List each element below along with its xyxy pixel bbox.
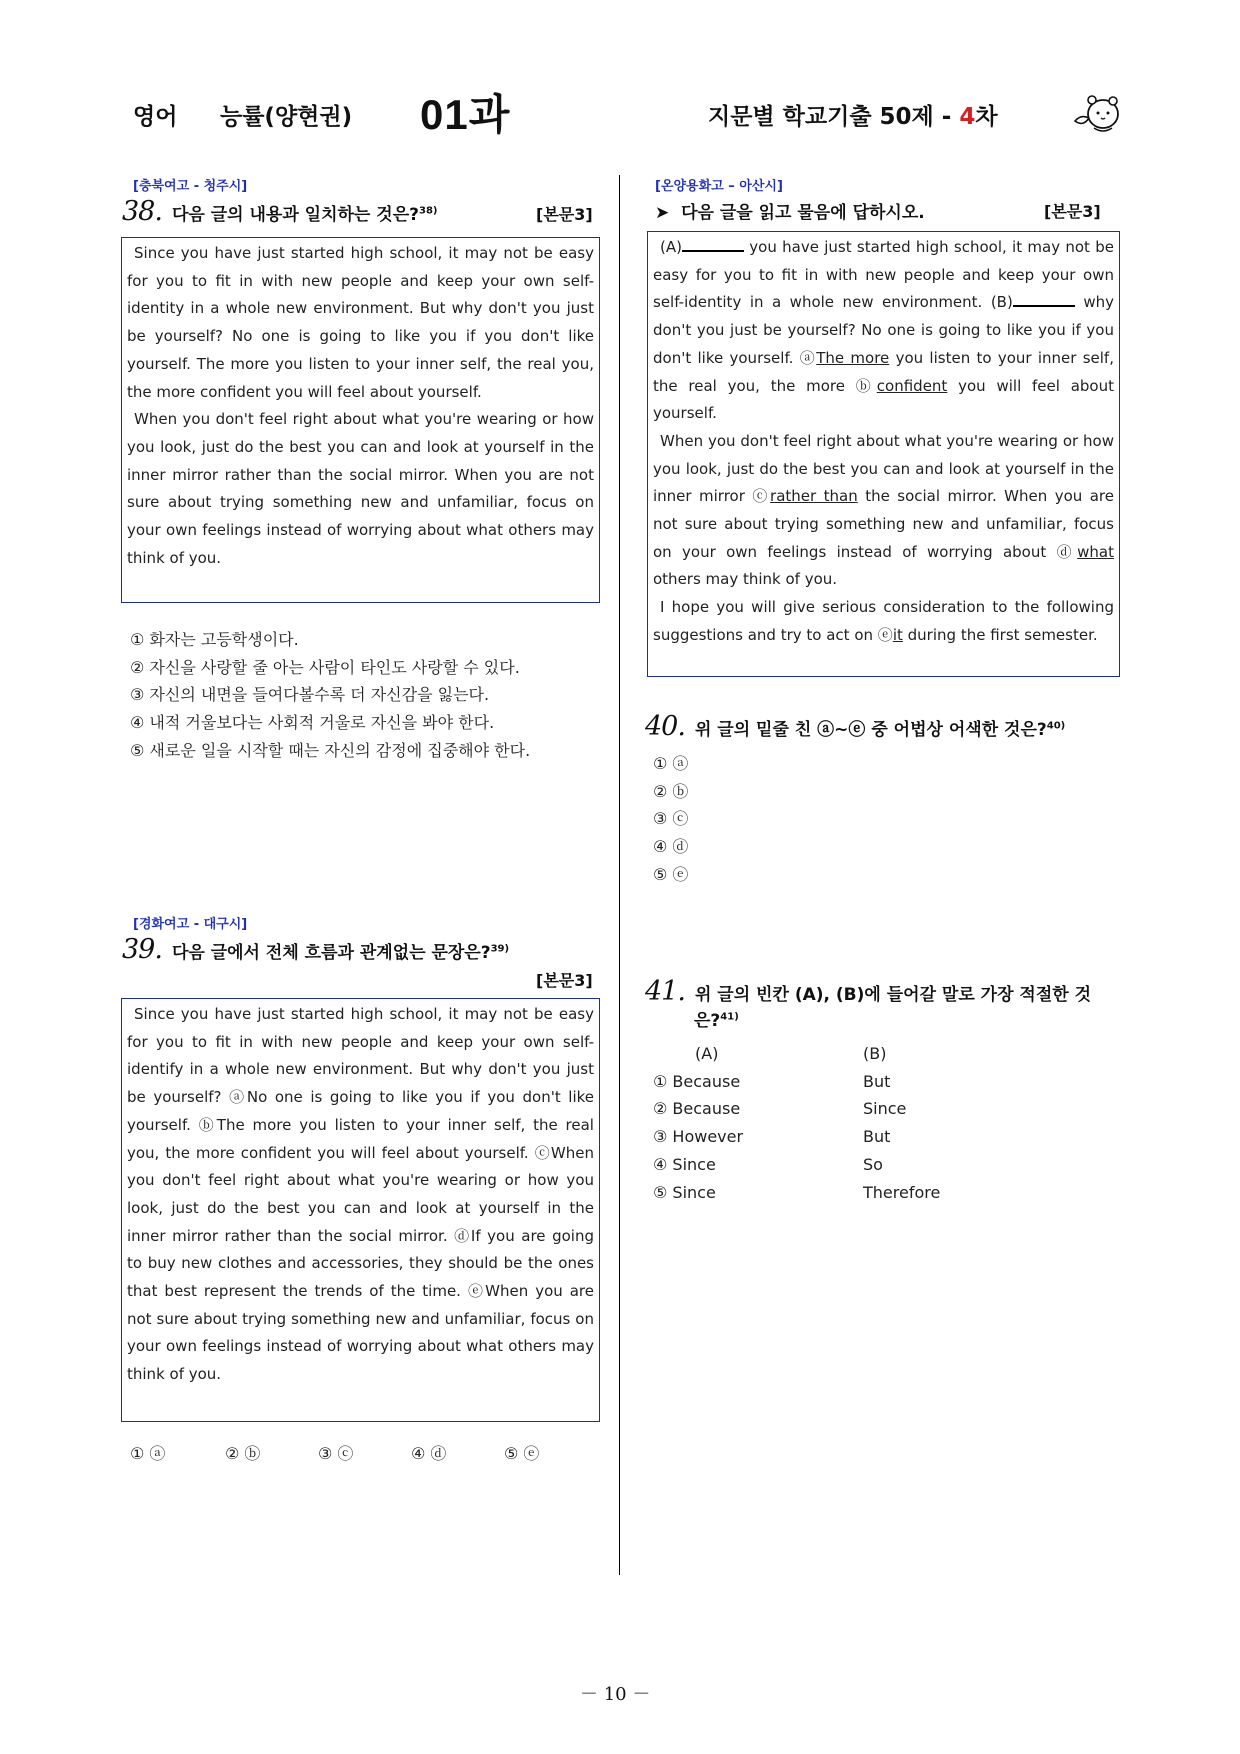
q41-option-1-b: But: [863, 1071, 891, 1091]
q41-col-b-header: (B): [863, 1044, 887, 1063]
q41-option-5[interactable]: [653, 1179, 940, 1207]
q41-option-4-b: So: [863, 1154, 883, 1174]
q41-footnote: 41): [720, 1011, 739, 1023]
q38-prompt: 다음 글의 내용과 일치하는 것은?: [171, 205, 419, 225]
q38-paragraph-2: When you don't feel right about what you're wearing or how you look, just do the best you can and look at yourself in the inner mirror rather than the social mirror. When you are not sure about trying something new and unfamiliar, focus on your own feelings instead of worrying about what others may think of you.: [127, 410, 594, 567]
q39-option-4[interactable]: ④ ⓓ: [411, 1444, 447, 1463]
passage2-paragraph-3: [653, 594, 1114, 649]
q39-option-3[interactable]: ③ ⓒ: [318, 1444, 354, 1463]
passage2-box: [647, 231, 1120, 677]
q38-paragraph-1: Since you have just started high school, it may not be easy for you to fit in with new people and keep your own self-identity in a whole new environment. But why don't you just be yourself? No one is going to like you if you don't like yourself. The more you listen to your inner self, the real you, the more confident you will feel about yourself.: [127, 244, 594, 401]
q39-question: [122, 934, 509, 965]
q39-option-5[interactable]: ⑤ ⓔ: [504, 1444, 540, 1463]
q39-tag: [본문3]: [536, 971, 593, 990]
q41-option-3[interactable]: [653, 1123, 940, 1151]
q39-footnote: 39): [490, 943, 510, 955]
textbook-label: 능률(양현권): [220, 104, 353, 130]
mark-e: ⓔ: [877, 625, 893, 644]
passage2-text-6: the social mirror. When you are not sure about trying something new and unfamiliar, focus on your own feelings instead of worrying about: [653, 487, 1114, 561]
q39-number: 39.: [122, 934, 162, 965]
q39-sentence-c: ⓒWhen you don't feel right about what you're wearing or how you look, just do the best you can and look at yourself in the inner mirror rather than the social mirror.: [127, 1143, 594, 1245]
q41-option-3-b: But: [863, 1127, 891, 1147]
q38-tag: [본문3]: [536, 205, 593, 224]
lesson-title: 01과: [420, 91, 511, 138]
column-divider: [619, 175, 620, 1575]
q41-option-3-a: ③ However: [653, 1127, 744, 1147]
q40-options: [653, 750, 688, 889]
q40-number: 40.: [645, 711, 685, 742]
q41-option-1-a: ① Because: [653, 1071, 741, 1091]
blank-b: [1013, 291, 1075, 307]
arrow-icon: ➤: [655, 203, 670, 223]
round-suffix: 차: [975, 104, 998, 130]
underline-c: rather than: [770, 487, 858, 506]
q39-sentence-a: ⓐNo one is going to like you if you don't like yourself.: [127, 1088, 594, 1134]
mark-d: ⓓ: [1056, 542, 1078, 561]
q38-option-4[interactable]: ④ 내적 거울보다는 사회적 거울로 자신을 봐야 한다.: [130, 713, 495, 733]
q38-question: [122, 196, 437, 227]
passage2-prompt: 다음 글을 읽고 물음에 답하시오.: [681, 203, 925, 223]
q40-option-1[interactable]: ① ⓐ: [653, 754, 689, 773]
q39-sentence-b: ⓑThe more you listen to your inner self, the real you, the more confident you will feel about yourself.: [127, 1115, 594, 1162]
q39-passage-box: [121, 998, 600, 1422]
mark-a: ⓐ: [799, 348, 817, 367]
mark-c: ⓒ: [752, 487, 771, 506]
series-text: 지문별 학교기출 50제 -: [708, 104, 952, 130]
passage2-text-1: you have just started high school, it may not be easy for you to fit in with new people and keep your own self-identity in a whole new environment.: [653, 238, 1114, 312]
subject-label: 영어: [133, 104, 178, 130]
q41-prompt-line1: 위 글의 빈칸 (A), (B)에 들어갈 말로 가장 적절한 것: [694, 985, 1092, 1005]
q41-option-4-a: ④ Since: [653, 1154, 716, 1174]
q41-question-cont: [694, 1006, 739, 1031]
q39-paragraph: [127, 1001, 594, 1389]
q38-passage-box: [121, 237, 600, 603]
q41-options-table: [653, 1040, 940, 1206]
q40-question: [645, 711, 1065, 742]
q41-col-a-header: (A): [695, 1044, 719, 1063]
blank-a: [682, 236, 744, 252]
q40-option-3[interactable]: ③ ⓒ: [653, 809, 689, 829]
passage2-text-4: you will feel about yourself.: [653, 376, 1114, 423]
round-number: 4: [959, 104, 976, 130]
series-title: [708, 98, 998, 131]
passage2-text-7: others may think of you.: [653, 570, 838, 589]
q39-option-2[interactable]: ② ⓑ: [225, 1444, 261, 1463]
q39-sentence-e: ⓔWhen you are not sure about trying something new and unfamiliar, focus on your own feelings instead of worrying about what others may think of you.: [127, 1282, 594, 1384]
q41-question: [645, 976, 1091, 1007]
q39-option-1[interactable]: ① ⓐ: [130, 1444, 166, 1463]
q40-option-4[interactable]: ④ ⓓ: [653, 837, 689, 857]
q38-source: [충북여고 - 청주시]: [133, 179, 248, 194]
passage2-text-5: When you don't feel right about what you're wearing or how you look, just do the best you can and look at yourself in the inner mirror: [653, 431, 1114, 506]
q41-prompt-line2: 은?: [694, 1011, 721, 1031]
q39-options: [130, 1440, 539, 1468]
q41-header-row: [653, 1040, 940, 1068]
q38-options: [130, 626, 530, 765]
q40-option-2[interactable]: ② ⓑ: [653, 781, 689, 801]
q41-number: 41.: [645, 976, 685, 1007]
q39-source: [경화여고 - 대구시]: [133, 917, 248, 932]
q41-option-4[interactable]: [653, 1151, 940, 1179]
underline-a: The more: [816, 348, 890, 367]
passage2-text-2: why don't you just be yourself? No one is going to like you if you don't like yourself.: [653, 293, 1114, 367]
passage2-instruction: [655, 198, 925, 223]
q39-prompt: 다음 글에서 전체 흐름과 관계없는 문장은?: [171, 943, 491, 963]
passage2-source: [온양용화고 – 아산시]: [655, 179, 783, 194]
q38-option-5[interactable]: ⑤ 새로운 일을 시작할 때는 자신의 감정에 집중해야 한다.: [130, 740, 531, 760]
passage2-paragraph-2: [653, 428, 1114, 594]
q40-option-5[interactable]: ⑤ ⓔ: [653, 864, 689, 884]
q41-option-5-a: ⑤ Since: [653, 1182, 716, 1202]
page-number: － 10 －: [580, 1684, 651, 1705]
passage2-text-3: you listen to your inner self, the real you, the more: [653, 348, 1114, 395]
q41-option-2-a: ② Because: [653, 1099, 741, 1119]
q41-option-5-b: Therefore: [863, 1182, 941, 1202]
q39-sentence-intro: Since you have just started high school, it may not be easy for you to fit in with new people and keep your own self-identify in a whole new environment. But why don't you just be yourself?: [127, 1005, 594, 1107]
q38-footnote: 38): [418, 205, 438, 217]
underline-e: it: [892, 625, 903, 644]
q41-option-2-b: Since: [863, 1099, 907, 1119]
passage2-paragraph-1: [653, 234, 1114, 428]
q39-sentence-d: ⓓIf you are going to buy new clothes and accessories, they should be the ones that best represent the trends of the time.: [127, 1226, 594, 1301]
q38-option-2[interactable]: ② 자신을 사랑할 줄 아는 사람이 타인도 사랑할 수 있다.: [130, 657, 520, 677]
q41-option-2[interactable]: [653, 1095, 940, 1123]
bear-mascot-icon: [1070, 88, 1122, 136]
passage2-text-9: during the first semester.: [907, 625, 1098, 644]
passage2-tag: [본문3]: [1044, 202, 1101, 221]
q38-option-3[interactable]: ③ 자신의 내면을 들여다볼수록 더 자신감을 잃는다.: [130, 685, 490, 705]
mark-b: ⓑ: [855, 376, 877, 395]
blank-a-label: (A): [660, 238, 682, 256]
passage2-text-8: I hope you will give serious consideration to the following suggestions and try to act on: [653, 598, 1114, 644]
q38-option-1[interactable]: ① 화자는 고등학생이다.: [130, 630, 299, 649]
underline-b: confident: [876, 376, 948, 395]
q41-option-1[interactable]: [653, 1068, 940, 1096]
q40-prompt: 위 글의 밑줄 친 ⓐ~ⓔ 중 어법상 어색한 것은?: [694, 720, 1047, 740]
blank-b-label: (B): [990, 293, 1013, 312]
q40-footnote: 40): [1046, 720, 1066, 732]
underline-d: what: [1077, 542, 1114, 561]
q38-number: 38.: [122, 196, 162, 227]
